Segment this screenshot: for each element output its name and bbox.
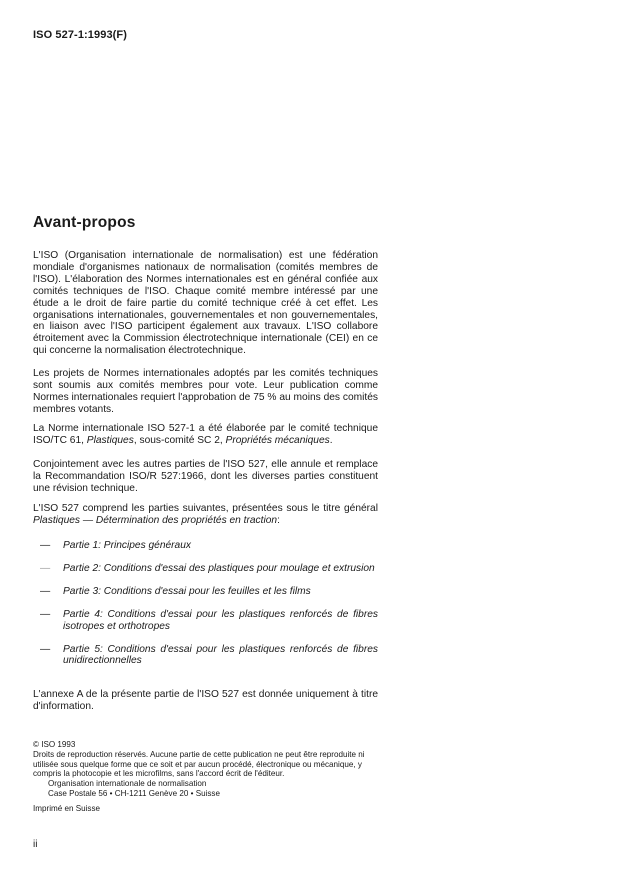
page-title: Avant-propos xyxy=(33,214,136,231)
list-item xyxy=(40,563,378,575)
paragraph-committee xyxy=(33,423,378,447)
list-item xyxy=(40,609,378,633)
list-dash: — xyxy=(40,540,51,551)
document-id-header: ISO 527-1:1993(F) xyxy=(33,29,128,41)
copyright-line: © ISO 1993 xyxy=(33,740,76,749)
list-dash: — xyxy=(40,608,51,620)
list-item xyxy=(40,540,378,552)
paragraph-parts-intro-end: : xyxy=(277,514,280,526)
list-item-text: Partie 4: Conditions d'essai pour les plastiques renforcés de fibres isotropes et orthotropes xyxy=(63,608,378,632)
paragraph-replacement: Conjointement avec les autres parties de l'ISO 527, elle annule et remplace la Recommandation ISO/R 527:1966, dont les diverses parties constituent une révision technique. xyxy=(33,459,378,494)
paragraph-committee-mid: , sous-comité SC 2, xyxy=(133,434,226,446)
paragraph-parts-intro-start: L'ISO 527 comprend les parties suivantes, présentées sous le titre général xyxy=(33,503,378,514)
list-item-text: Partie 3: Conditions d'essai pour les feuilles et les films xyxy=(63,585,311,597)
postal-address: Case Postale 56 • CH-1211 Genève 20 • Suisse xyxy=(48,788,220,798)
list-dash: — xyxy=(40,585,51,597)
paragraph-parts-intro-title: Plastiques — Détermination des propriétés en traction xyxy=(33,514,278,526)
copyright-footer xyxy=(33,740,378,814)
parts-list xyxy=(40,540,378,678)
paragraph-committee-mechanical: Propriétés mécaniques xyxy=(225,434,330,446)
list-dash: — xyxy=(40,562,51,574)
organisation-name: Organisation internationale de normalisation xyxy=(48,779,207,789)
paragraph-parts-intro xyxy=(33,503,378,527)
paragraph-committee-start: La Norme internationale ISO 527-1 a été élaborée par le comité technique ISO/TC 61, xyxy=(33,423,378,446)
paragraph-committee-plastics: Plastiques xyxy=(86,434,134,446)
list-dash: — xyxy=(40,643,51,655)
list-item xyxy=(40,586,378,598)
page-number: ii xyxy=(33,839,38,850)
list-item-text: Partie 1: Principes généraux xyxy=(63,540,191,551)
list-item-text: Partie 5: Conditions d'essai pour les plastiques renforcés de fibres unidirectionnelles xyxy=(63,643,378,667)
paragraph-iso-organisation: L'ISO (Organisation internationale de normalisation) est une fédération mondiale d'organismes nationaux de normalisation (comités membres de l'ISO). L'élaboration des Normes internationales est en général confiée aux comités techniques de l'ISO. Chaque comité membre intéressé par une étude a le droit de faire partie du comité technique créé à cet effet. Les organisations internationales, gouvernementales et non gouvernementales, en liaison avec l'ISO participent également aux travaux. L'ISO collabore étroitement avec la Commission électrotechnique internationale (CEI) en ce qui concerne la normalisation électrotechnique. xyxy=(33,250,378,357)
printed-in: Imprimé en Suisse xyxy=(33,803,101,813)
list-item xyxy=(40,644,378,668)
paragraph-committee-end: . xyxy=(329,434,333,446)
paragraph-annex-note: L'annexe A de la présente partie de l'ISO 527 est donnée uniquement à titre d'information. xyxy=(33,689,378,712)
list-item-text: Partie 2: Conditions d'essai des plastiques pour moulage et extrusion xyxy=(63,562,375,574)
rights-notice: Droits de reproduction réservés. Aucune partie de cette publication ne peut être reproduite ni utilisée sous quelque forme que ce soit et par aucun procédé, électronique ou mécanique, y compris la photocopie et les microfilms, sans l'accord écrit de l'éditeur. xyxy=(33,749,365,779)
paragraph-draft-standards: Les projets de Normes internationales adoptés par les comités techniques sont soumis aux comités membres pour vote. Leur publication comme Normes internationales requiert l'approbation de 75 % au moins des comités membres votants. xyxy=(33,368,378,415)
